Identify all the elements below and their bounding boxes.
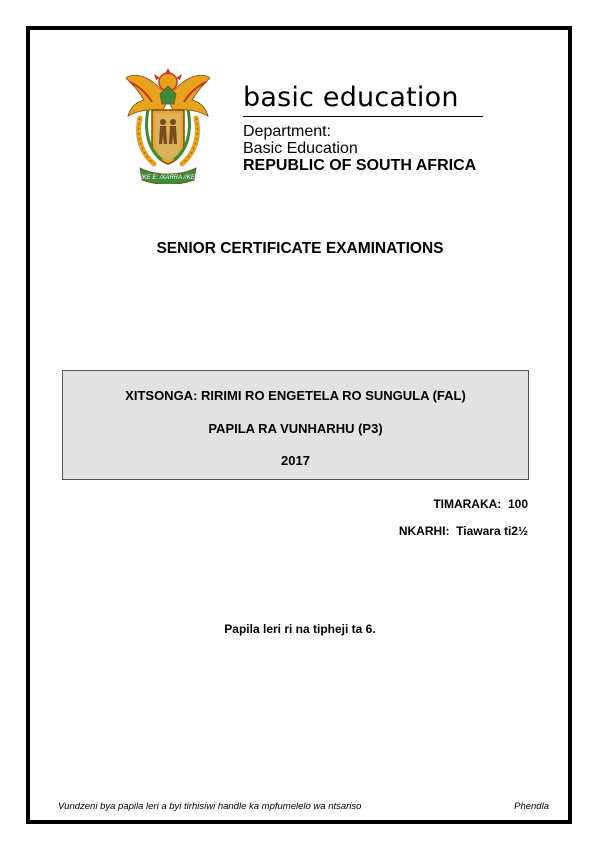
page-count-note: Papila leri ri na tipheji ta 6. <box>224 622 376 636</box>
exam-title: SENIOR CERTIFICATE EXAMINATIONS <box>156 240 444 257</box>
exam-duration: NKARHI: Tiawara ti2½ <box>398 524 528 538</box>
total-marks: TIMARAKA: 100 <box>433 497 528 511</box>
emblem-motto: !KE E: /XARRA //KE <box>141 175 195 181</box>
brand-title: basic education <box>243 82 459 113</box>
paper-name: PAPILA RA VUNHARHU (P3) <box>208 421 383 436</box>
country-name: REPUBLIC OF SOUTH AFRICA <box>243 157 477 174</box>
brand-underline <box>243 116 483 117</box>
footer-copyright-note: Vundzeni bya papila leri a byi tirhisiwi handle ka mpfumelelo wa ntsariso <box>58 801 362 812</box>
subject-name: XITSONGA: RIRIMI RO ENGETELA RO SUNGULA (FAL) <box>125 388 466 403</box>
coat-of-arms-icon <box>118 60 218 184</box>
footer-continue-label: Phendla <box>514 801 549 812</box>
department-line-2: Basic Education <box>243 140 358 157</box>
department-line-1: Department: <box>243 123 332 140</box>
exam-year: 2017 <box>281 453 310 468</box>
department-label <box>243 123 358 157</box>
subject-box <box>62 370 529 480</box>
brand-block <box>243 82 459 114</box>
